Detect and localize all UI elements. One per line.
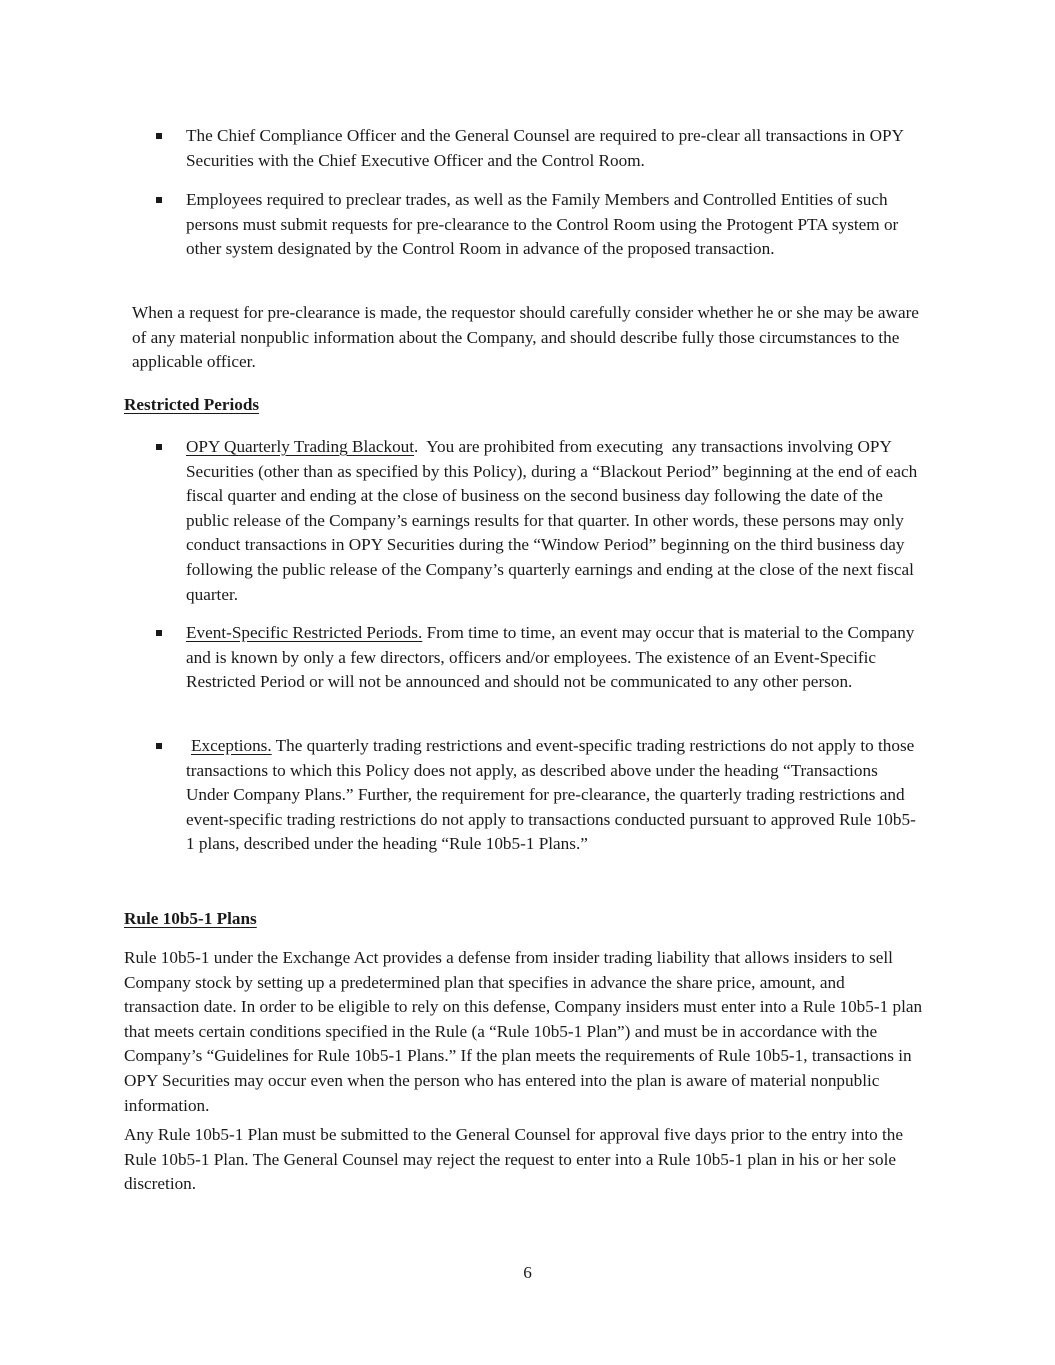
list-item (186, 621, 922, 695)
bullet-text: The Chief Compliance Officer and the General Counsel are required to pre-clear all transactions in OPY Securities with the Chief Executive Officer and the Control Room. (186, 126, 904, 170)
preclearance-paragraph: When a request for pre-clearance is made, the requestor should carefully consider whether he or she may be aware of any material nonpublic information about the Company, and should describe fully those circumstances to the applicable officer. (132, 303, 919, 372)
item-title: Event-Specific Restricted Periods. (186, 623, 423, 642)
item-title: Exceptions. (191, 736, 272, 755)
item-body: You are prohibited from executing any transactions involving OPY Securities (other than as specified by this Policy), during a “Blackout Period” beginning at the end of each fiscal quarter and ending at the close of business on the second business day following the date of the public release of the Company’s earnings results for that quarter. In other words, these persons may only conduct transactions in OPY Securities during the “Window Period” beginning on the third business day following the public release of the Company’s quarterly earnings and ending at the close of the next fiscal quarter. (186, 437, 922, 604)
page-number: 6 (523, 1263, 532, 1282)
bullet-icon (156, 435, 166, 460)
rule-plans-paragraph-2: Any Rule 10b5-1 Plan must be submitted to the General Counsel for approval five days prior to the entry into the Rule 10b5-1 Plan. The General Counsel may reject the request to enter into a Rule 10b5-1 plan in his or her sole discretion. (124, 1125, 904, 1194)
item-title-suffix: . (414, 437, 419, 456)
list-item (186, 435, 922, 607)
bullet-icon (156, 621, 166, 646)
section-heading-restricted-periods: Restricted Periods (124, 395, 260, 414)
rule-plans-paragraph-1: Rule 10b5-1 under the Exchange Act provides a defense from insider trading liability that allows insiders to sell Company stock by setting up a predetermined plan that specifies in advance the share price, amount, and transaction date. In order to be eligible to rely on this defense, Company insiders must enter into a Rule 10b5-1 plan that meets certain conditions specified in the Rule (a “Rule 10b5-1 Plan”) and must be in accordance with the Company’s “Guidelines for Rule 10b5-1 Plans.” If the plan meets the requirements of Rule 10b5-1, transactions in OPY Securities may occur even when the person who has entered into the plan is aware of material nonpublic information. (124, 948, 923, 1115)
item-body: The quarterly trading restrictions and event-specific trading restrictions do not apply to those transactions to which this Policy does not apply, as described above under the heading “Transactions Under Company Plans.” Further, the requirement for pre-clearance, the quarterly trading restrictions and event-specific trading restrictions do not apply to transactions conducted pursuant to approved Rule 10b5-1 plans, described under the heading “Rule 10b5-1 Plans.” (186, 736, 916, 854)
list-item (186, 734, 922, 857)
item-title: OPY Quarterly Trading Blackout (186, 437, 415, 456)
bullet-text: Employees required to preclear trades, as well as the Family Members and Controlled Entities of such persons must submit requests for pre-clearance to the Control Room using the Protogent PTA system or other system designated by the Control Room in advance of the proposed transaction. (186, 190, 899, 259)
item-body: From time to time, an event may occur that is material to the Company and is known by only a few directors, officers and/or employees. The existence of an Event-Specific Restricted Period or will not be announced and should not be communicated to any other person. (186, 623, 915, 692)
bullet-icon (156, 734, 166, 759)
bullet-icon (156, 188, 166, 213)
bullet-icon (156, 124, 166, 149)
list-item (186, 188, 922, 262)
section-heading-rule-plans: Rule 10b5-1 Plans (124, 909, 257, 928)
list-item (186, 124, 922, 173)
